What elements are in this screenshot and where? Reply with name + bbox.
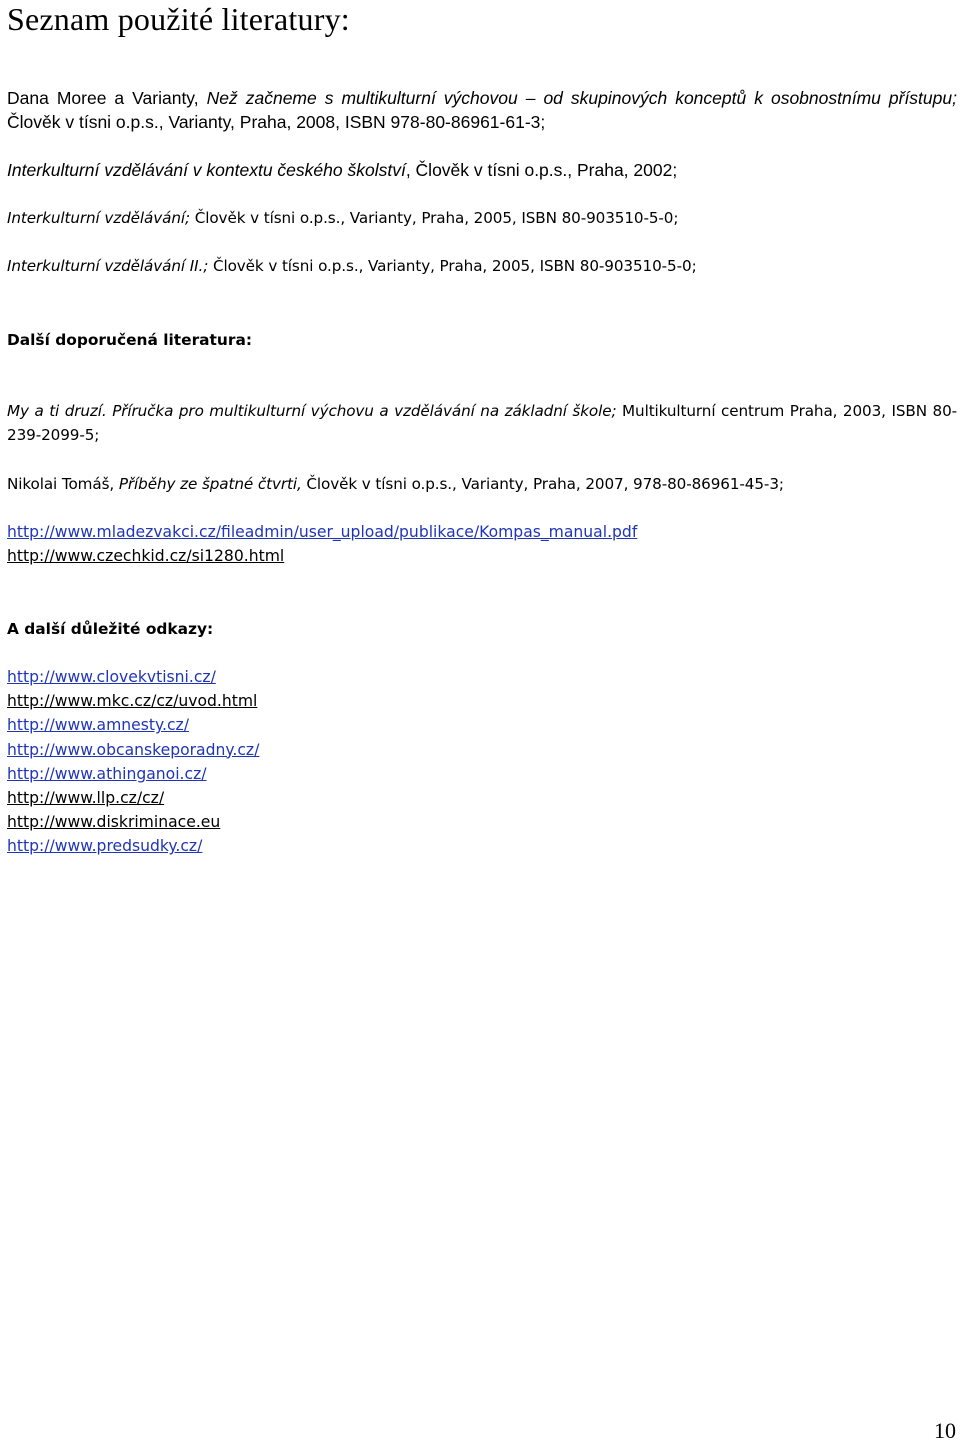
reference-details: , Člověk v tísni o.p.s., Praha, 2002; [405,160,678,180]
list-item [7,810,259,834]
further-literature-heading: Další doporučená literatura: [7,331,252,349]
reference-title: Příběhy ze špatné čtvrti, [118,475,302,493]
reference-interkulturni-vzdelavani-2 [7,254,697,278]
reference-details: Člověk v tísni o.p.s., Varianty, Praha, 2005, ISBN 80-903510-5-0; [208,257,697,275]
link-amnesty[interactable]: http://www.amnesty.cz/ [7,716,189,735]
page-number: 10 [934,1418,956,1443]
link-czechkid[interactable]: http://www.czechkid.cz/si1280.html [7,547,285,566]
reference-title: Interkulturní vzdělávání; [7,209,191,227]
link-llp[interactable]: http://www.llp.cz/cz/ [7,789,165,808]
reference-interkulturni-vzdelavani [7,206,678,230]
important-links-list [7,665,259,859]
list-item [7,713,259,737]
reference-nikolai [7,472,784,496]
reference-title: Interkulturní vzdělávání v kontextu českého školství [7,160,406,180]
list-item [7,689,259,713]
web-links-list [7,520,637,568]
reference-interkulturni-kontext [7,158,677,182]
reference-title: Interkulturní vzdělávání II.; [7,257,209,275]
list-item [7,786,259,810]
link-athinganoi[interactable]: http://www.athinganoi.cz/ [7,764,207,783]
list-item [7,520,637,544]
link-clovekvtisni[interactable]: http://www.clovekvtisni.cz/ [7,668,216,686]
reference-details: Multikulturní centrum Praha, 2003, ISBN 80-239-2099-5; [7,402,958,444]
link-diskriminace[interactable]: http://www.diskriminace.eu [7,813,221,832]
list-item [7,665,259,689]
reference-author: Dana Moree a Varianty, [7,88,207,108]
reference-author: Nikolai Tomáš, [7,475,119,493]
list-item [7,544,637,568]
reference-moree [7,86,957,134]
link-mkc[interactable]: http://www.mkc.cz/cz/uvod.html [7,692,258,711]
page-title: Seznam použité literatury: [7,1,350,37]
link-obcanskeporadny[interactable]: http://www.obcanskeporadny.cz/ [7,740,260,759]
reference-my-a-ti-druzi [7,399,957,447]
reference-title: Než začneme s multikulturní výchovou – od skupinových konceptů k osobnostnímu přístupu; [206,88,957,108]
reference-details: Člověk v tísni o.p.s., Varianty, Praha, 2008, ISBN 978-80-86961-61-3; [7,112,546,132]
important-links-heading: A další důležité odkazy: [7,620,214,638]
list-item [7,834,259,858]
list-item [7,738,259,762]
reference-details: Člověk v tísni o.p.s., Varianty, Praha, 2005, ISBN 80-903510-5-0; [190,209,679,227]
reference-title: My a ti druzí. Příručka pro multikulturní výchovu a vzdělávání na základní škole; [7,402,617,420]
reference-details: Člověk v tísni o.p.s., Varianty, Praha, 2007, 978-80-86961-45-3; [301,475,784,493]
link-predsudky[interactable]: http://www.predsudky.cz/ [7,837,203,856]
link-kompas-manual[interactable]: http://www.mladezvakci.cz/fileadmin/user_upload/publikace/Kompas_manual.pdf [7,523,638,541]
list-item [7,762,259,786]
